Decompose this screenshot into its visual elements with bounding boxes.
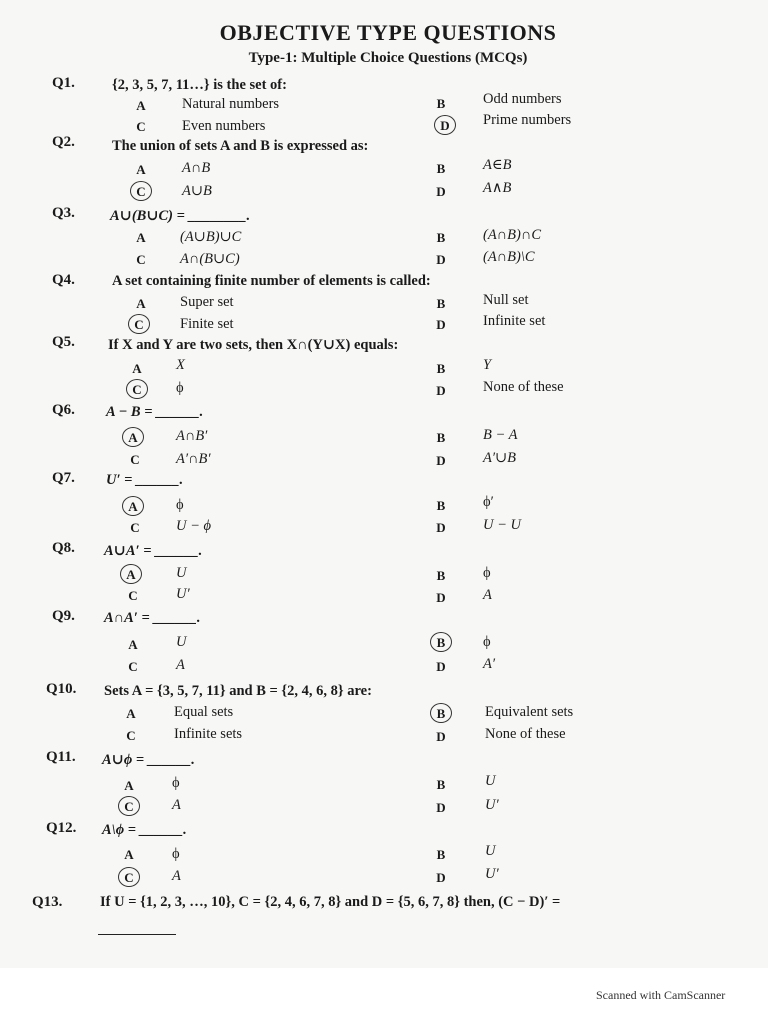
question-number: Q2.: [52, 134, 75, 150]
option-text: Natural numbers: [182, 96, 280, 112]
option-text: U′: [485, 797, 499, 813]
option-letter: B: [436, 568, 446, 583]
option-text: A: [172, 797, 181, 813]
option-text: ϕ: [172, 846, 180, 862]
option-letter: D: [436, 659, 446, 674]
option-letter: C: [136, 119, 146, 134]
option-letter: D: [436, 870, 446, 885]
option-letter: C: [128, 659, 138, 674]
option-letter: D: [436, 453, 446, 468]
option-text: U: [485, 843, 496, 859]
question-number: Q7.: [52, 470, 75, 486]
option-text: Equivalent sets: [485, 704, 574, 720]
option-letter: A: [124, 847, 134, 862]
option-letter: D: [436, 252, 446, 267]
option-letter: A: [128, 637, 138, 652]
question-number: Q4.: [52, 272, 75, 288]
option-letter: C: [130, 520, 140, 535]
option-text: None of these: [483, 379, 564, 395]
option-text: B − A: [483, 427, 518, 443]
option-letter: D: [436, 520, 446, 535]
option-text: None of these: [485, 726, 566, 742]
option-text: ϕ: [483, 634, 491, 650]
option-text: A: [172, 868, 181, 884]
option-letter: A: [132, 361, 142, 376]
option-text: A∩B′: [176, 428, 208, 444]
question-number: Q6.: [52, 402, 75, 418]
question-number: Q8.: [52, 540, 75, 556]
option-letter: A: [124, 778, 134, 793]
option-text: A∩(B∪C): [180, 251, 240, 267]
option-letter: B: [436, 361, 446, 376]
option-text: ϕ′: [483, 494, 494, 510]
option-letter: D: [436, 383, 446, 398]
option-letter: B: [436, 161, 446, 176]
option-text: Odd numbers: [483, 91, 562, 107]
option-letter: C: [130, 452, 140, 467]
question-number: Q13.: [32, 894, 63, 910]
option-letter-circled: C: [126, 379, 148, 399]
question-text: The union of sets A and B is expressed as:: [112, 138, 369, 154]
option-letter: A: [136, 98, 146, 113]
option-text: ϕ: [176, 380, 184, 396]
option-text: U: [485, 773, 496, 789]
question-text: A∪(B∪C) = ________.: [110, 208, 251, 224]
question-text: A\ϕ = ______.: [102, 822, 187, 838]
question-text: {2, 3, 5, 7, 11…} is the set of:: [112, 77, 287, 93]
option-text: A: [176, 657, 185, 673]
question-text: Sets A = {3, 5, 7, 11} and B = {2, 4, 6, 8} are:: [104, 683, 372, 699]
page-title: OBJECTIVE TYPE QUESTIONS: [219, 20, 557, 45]
option-text: Even numbers: [182, 118, 266, 134]
option-text: ϕ: [176, 497, 184, 513]
option-text: A: [483, 587, 492, 603]
option-letter: B: [436, 498, 446, 513]
option-text: ϕ: [483, 565, 491, 581]
option-text: U: [176, 634, 187, 650]
option-text: U′: [176, 586, 190, 602]
option-text: Y: [483, 357, 492, 373]
option-text: Finite set: [180, 316, 234, 332]
option-text: Equal sets: [174, 704, 234, 720]
option-letter-circled: C: [128, 314, 150, 334]
option-text: A′∩B′: [176, 451, 211, 467]
option-letter-circled: B: [430, 632, 452, 652]
option-text: U − ϕ: [176, 518, 212, 534]
question-number: Q5.: [52, 334, 75, 350]
question-text: If U = {1, 2, 3, …, 10}, C = {2, 4, 6, 7, 8} and D = {5, 6, 7, 8} then, (C − D)′ =: [100, 894, 561, 910]
question-text: A∪ϕ = ______.: [102, 752, 195, 768]
question-number: Q1.: [52, 75, 75, 91]
question-text: A∪A′ = ______.: [104, 543, 203, 559]
page-subtitle: Type-1: Multiple Choice Questions (MCQs): [248, 50, 528, 66]
question-text: If X and Y are two sets, then X∩(Y∪X) equals:: [108, 337, 399, 353]
question-text: A∩A′ = ______.: [104, 610, 201, 626]
option-text: A∩B: [182, 160, 211, 176]
option-text: U − U: [483, 517, 521, 533]
option-letter: B: [436, 296, 446, 311]
question-number: Q12.: [46, 820, 77, 836]
option-text: X: [176, 357, 185, 373]
option-letter-circled: C: [118, 796, 140, 816]
option-letter-circled: A: [122, 496, 144, 516]
option-letter-circled: A: [120, 564, 142, 584]
option-letter-circled: C: [118, 867, 140, 887]
option-text: Prime numbers: [483, 112, 572, 128]
option-letter: C: [126, 728, 136, 743]
option-text: (A∩B)\C: [483, 249, 535, 265]
option-letter: B: [436, 96, 446, 111]
option-letter: C: [128, 588, 138, 603]
option-text: A′: [483, 656, 496, 672]
option-letter: C: [136, 252, 146, 267]
answer-blank-line: [98, 934, 176, 935]
option-letter: A: [136, 162, 146, 177]
question-number: Q11.: [46, 749, 76, 765]
option-letter: D: [436, 800, 446, 815]
option-text: A∈B: [483, 157, 512, 173]
option-text: U′: [485, 866, 499, 882]
option-letter-circled: A: [122, 427, 144, 447]
option-letter: B: [436, 777, 446, 792]
option-text: Null set: [483, 292, 529, 308]
option-text: A′∪B: [483, 450, 517, 466]
option-letter: B: [436, 230, 446, 245]
question-number: Q10.: [46, 681, 77, 697]
option-letter-circled: D: [434, 115, 456, 135]
question-text: A set containing finite number of elements is called:: [112, 273, 431, 289]
option-text: Infinite sets: [174, 726, 243, 742]
option-letter: A: [126, 706, 136, 721]
option-letter: D: [436, 590, 446, 605]
option-letter: B: [436, 847, 446, 862]
option-letter-circled: C: [130, 181, 152, 201]
option-letter: B: [436, 430, 446, 445]
option-text: A∪B: [182, 183, 212, 199]
option-text: ϕ: [172, 775, 180, 791]
option-text: Infinite set: [483, 313, 546, 329]
option-text: U: [176, 565, 187, 581]
option-text: (A∩B)∩C: [483, 227, 541, 243]
question-text: A − B = ______.: [106, 404, 204, 420]
option-letter: D: [436, 184, 446, 199]
option-letter-circled: B: [430, 703, 452, 723]
question-text: U′ = ______.: [106, 472, 184, 488]
option-letter: A: [136, 296, 146, 311]
scan-credit: Scanned with CamScanner: [596, 988, 726, 1002]
question-number: Q9.: [52, 608, 75, 624]
option-letter: A: [136, 230, 146, 245]
option-text: (A∪B)∪C: [180, 229, 242, 245]
option-text: A∧B: [483, 180, 512, 196]
option-letter: D: [436, 317, 446, 332]
option-text: Super set: [180, 294, 234, 310]
question-number: Q3.: [52, 205, 75, 221]
option-letter: D: [436, 729, 446, 744]
